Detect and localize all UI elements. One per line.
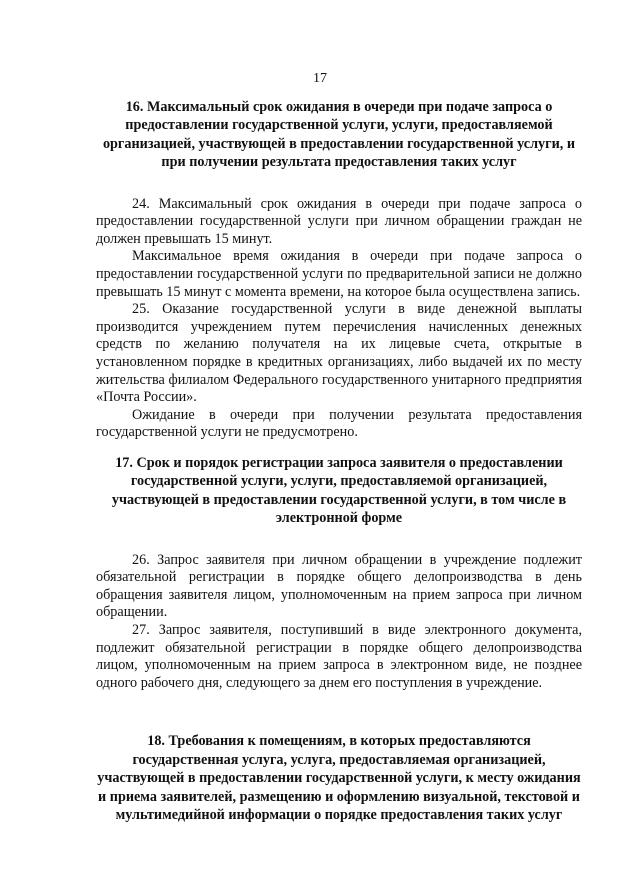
paragraph-27: 27. Запрос заявителя, поступивший в виде электронного документа, подлежит обязательной регистрации в порядке общего делопроизводства лицом, уполномоченным на прием запроса в электронном виде, не позднее одного рабочего дня, следующего за днем его поступления в учреждение. xyxy=(96,621,582,691)
paragraph-24: 24. Максимальный срок ожидания в очереди при подаче запроса о предоставлении государственной услуги при личном обращении граждан не должен превышать 15 минут. xyxy=(96,195,582,247)
paragraph-no-waiting: Ожидание в очереди при получении результата предоставления государственной услуги не предусмотрено. xyxy=(96,406,582,441)
paragraph-25: 25. Оказание государственной услуги в виде денежной выплаты производится учреждением путем перечисления начисленных денежных средств по желанию получателя на их лицевые счета, открытые в установленном порядке в кредитных организациях, либо выдачей их по месту жительства филиалом Федерального государственного унитарного предприятия «Почта России». xyxy=(96,301,582,406)
section-18-heading: 18. Требования к помещениям, в которых предоставляются государственная услуга, услуга, предоставляемая организацией, участвующей в предоставлении государственной услуги, к месту ожидания и приема заявителей, размещению и оформлению визуальной, текстовой и мультимедийной информации о порядке предоставления таких услуг xyxy=(97,733,581,823)
section-17-heading: 17. Срок и порядок регистрации запроса заявителя о предоставлении государственной услуги, услуги, предоставляемой организацией, участвующей в предоставлении государственной услуги, в том числе в электронной форме xyxy=(111,454,567,527)
paragraph-max-wait-time: Максимальное время ожидания в очереди при подаче запроса о предоставлении государственной услуги по предварительной записи не должно превышать 15 минут с момента времени, на которое была осуществлена запись. xyxy=(96,248,582,300)
paragraph-26: 26. Запрос заявителя при личном обращении в учреждение подлежит обязательной регистрации в порядке общего делопроизводства в день обращения заявителя лицом, уполномоченным на прием запроса при личном обращении. xyxy=(96,551,582,621)
page-content xyxy=(96,98,582,824)
section-16-heading: 16. Максимальный срок ожидания в очереди при подаче запроса о предоставлении государственной услуги, услуги, предоставляемой организацией, участвующей в предоставлении государственной услуги, и при получении результата предоставления таких услуг xyxy=(102,99,576,171)
page-number: 17 xyxy=(313,71,327,86)
